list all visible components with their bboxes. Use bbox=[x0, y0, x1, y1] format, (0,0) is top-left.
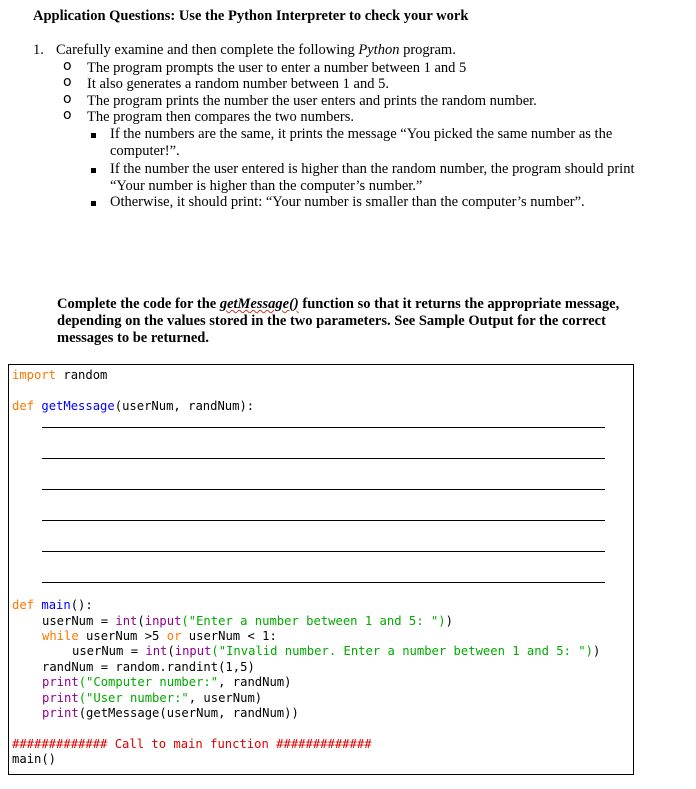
answer-line[interactable] bbox=[42, 551, 605, 552]
list-item: It also generates a random number between 1 and 5. bbox=[87, 76, 389, 92]
instruction-text: Complete the code for the getMessage() function so that it returns the appropriate message, depending on the values stored in the two parameters. See Sample Output for the correct messages to be returned. bbox=[57, 296, 620, 346]
code-line: main() bbox=[12, 752, 57, 766]
answer-line[interactable] bbox=[42, 582, 605, 583]
code-block bbox=[8, 364, 634, 775]
code-line: while userNum >5 or userNum < 1: bbox=[42, 629, 277, 643]
question-number: 1. bbox=[33, 42, 44, 58]
list-item: The program prints the number the user enters and prints the random number. bbox=[87, 93, 537, 109]
square-bullet-icon bbox=[91, 133, 96, 138]
circle-bullet-icon: o bbox=[63, 74, 72, 90]
answer-line[interactable] bbox=[42, 458, 605, 459]
circle-bullet-icon: o bbox=[63, 107, 72, 123]
code-line: userNum = int(input("Enter a number between 1 and 5: ")) bbox=[42, 614, 453, 628]
code-line: userNum = int(input("Invalid number. Enter a number between 1 and 5: ")) bbox=[72, 644, 601, 658]
square-bullet-icon bbox=[91, 168, 96, 173]
code-line: def getMessage(userNum, randNum): bbox=[12, 399, 255, 413]
sub-list-item: If the numbers are the same, it prints the message “You picked the same number as the computer!”. bbox=[110, 126, 613, 159]
question-intro: Carefully examine and then complete the following Python program. bbox=[56, 42, 456, 58]
code-line: randNum = random.randint(1,5) bbox=[42, 660, 255, 674]
code-line: print("User number:", userNum) bbox=[42, 691, 263, 705]
circle-bullet-icon: o bbox=[63, 58, 72, 74]
sub-list-item: If the number the user entered is higher than the random number, the program should print “Your number is higher than the computer’s number.” bbox=[110, 161, 635, 194]
list-item: The program then compares the two numbers. bbox=[87, 109, 354, 125]
code-line: print(getMessage(userNum, randNum)) bbox=[42, 706, 299, 720]
code-line: import random bbox=[12, 368, 108, 382]
answer-line[interactable] bbox=[42, 489, 605, 490]
function-name: getMessage() bbox=[219, 296, 299, 312]
code-line: print("Computer number:", randNum) bbox=[42, 675, 292, 689]
code-comment: ############# Call to main function ############# bbox=[12, 737, 372, 751]
answer-line[interactable] bbox=[42, 427, 605, 428]
circle-bullet-icon: o bbox=[63, 91, 72, 107]
code-line: def main(): bbox=[12, 598, 93, 612]
sub-list-item: Otherwise, it should print: “Your number is smaller than the computer’s number”. bbox=[110, 194, 585, 210]
square-bullet-icon bbox=[91, 201, 96, 206]
answer-line[interactable] bbox=[42, 520, 605, 521]
list-item: The program prompts the user to enter a number between 1 and 5 bbox=[87, 60, 467, 76]
page-heading: Application Questions: Use the Python Interpreter to check your work bbox=[33, 8, 469, 24]
